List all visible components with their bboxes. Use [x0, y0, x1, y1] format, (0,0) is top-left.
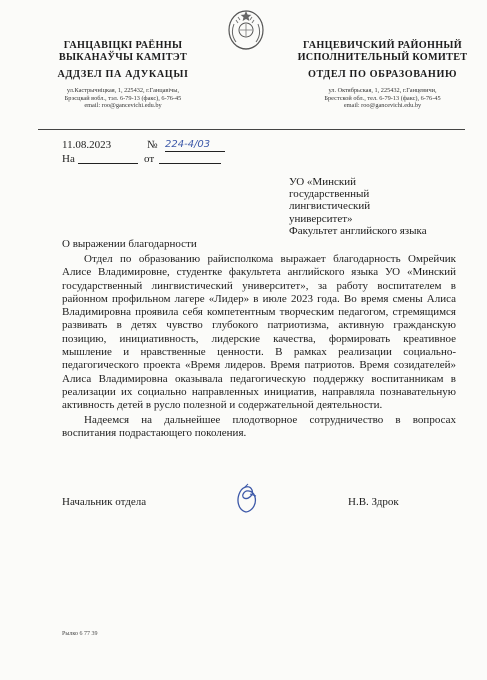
- recipient-line: Факультет английского языка: [289, 224, 427, 237]
- document-date: 11.08.2023: [62, 139, 112, 151]
- coat-of-arms-emblem: [226, 8, 266, 52]
- recipient-line: УО «Минский: [289, 176, 356, 188]
- reference-line: [78, 163, 138, 164]
- number-label: №: [147, 139, 158, 151]
- recipient-line: государственный: [289, 188, 370, 201]
- org-name-line1: ГАНЦАВІЦКІ РАЁННЫ: [63, 40, 183, 51]
- department-name: АДДЗЕЛ ПА АДУКАЦЫІ: [57, 69, 189, 80]
- body-paragraph: Надеемся на дальнейшее плодотворное сотрудничество в вопросах воспитания подрастающего поколения.: [62, 413, 456, 439]
- signatory-name: Н.В. Здрок: [348, 496, 399, 508]
- org-name-line2: ИСПОЛНИТЕЛЬНЫЙ КОМИТЕТ: [297, 51, 468, 63]
- executor-note: Рылко 6 77 39: [62, 631, 98, 637]
- recipient-block: [289, 176, 469, 237]
- handwritten-signature: [232, 482, 262, 516]
- address-line2: Брэсцкай вобл., тэл. 6-79-13 (факс), 6-76-45: [64, 94, 182, 102]
- reference-label: На: [62, 153, 75, 165]
- org-name-line1: ГАНЦЕВИЧСКИЙ РАЙОННЫЙ: [303, 40, 462, 51]
- signatory-title: Начальник отдела: [62, 496, 147, 508]
- address-line1: ул. Октябрьская, 1, 225432, г.Ганцевичи,: [328, 87, 437, 94]
- org-name-line2: ВЫКАНАЎЧЫ КАМІТЭТ: [58, 51, 188, 63]
- email-line: email: roo@gancevichi.edu.by: [343, 102, 422, 110]
- reference-date-line: [159, 163, 221, 164]
- address-line1: ул.Кастрычніцкая, 1, 225432, г.Ганцавічы,: [66, 87, 180, 94]
- document-number: 224-4/03: [165, 138, 225, 152]
- letterhead-left: [38, 40, 208, 110]
- body-paragraph: Отдел по образованию райисполкома выражает благодарность Омрейчик Алисе Владимировне, студентке факультета английского языка УО «Минский государственный лингвистический университет», за работу воспитателем в районном профильном лагере «Лидер» в июле 2023 года. Во время смены Алиса Владимировна проявила себя компетентным творческим педагогом, стремящимся развивать в детях чувство глубокого патриотизма, активную гражданскую позицию, инициативность, лидерские качества, формировать креативное мышление и нравственные ценности. В рамках реализации социально-педагогического проекта «Время лидеров. Время патриотов. Время созидателей» Алиса Владимировна оказывала педагогическую поддержку воспитанникам в реализации их социально направленных инициатив, направляла познавательную активность детей в русло полезной и содержательной деятельности.: [62, 253, 456, 412]
- reference-date-label: от: [144, 153, 155, 165]
- letterhead-right: [290, 40, 475, 110]
- email-line: email: roo@gancevichi.edu.by: [84, 102, 162, 110]
- letter-body: [62, 253, 456, 440]
- recipient-line: университет»: [289, 212, 353, 225]
- department-name: ОТДЕЛ ПО ОБРАЗОВАНИЮ: [307, 69, 458, 80]
- header-divider: [38, 129, 465, 130]
- letter-subject: О выражении благодарности: [62, 238, 197, 250]
- document-meta: [62, 139, 232, 167]
- recipient-line: лингвистический: [289, 200, 371, 213]
- address-line2: Брестской обл., тел. 6-79-13 (факс), 6-76-45: [324, 94, 441, 102]
